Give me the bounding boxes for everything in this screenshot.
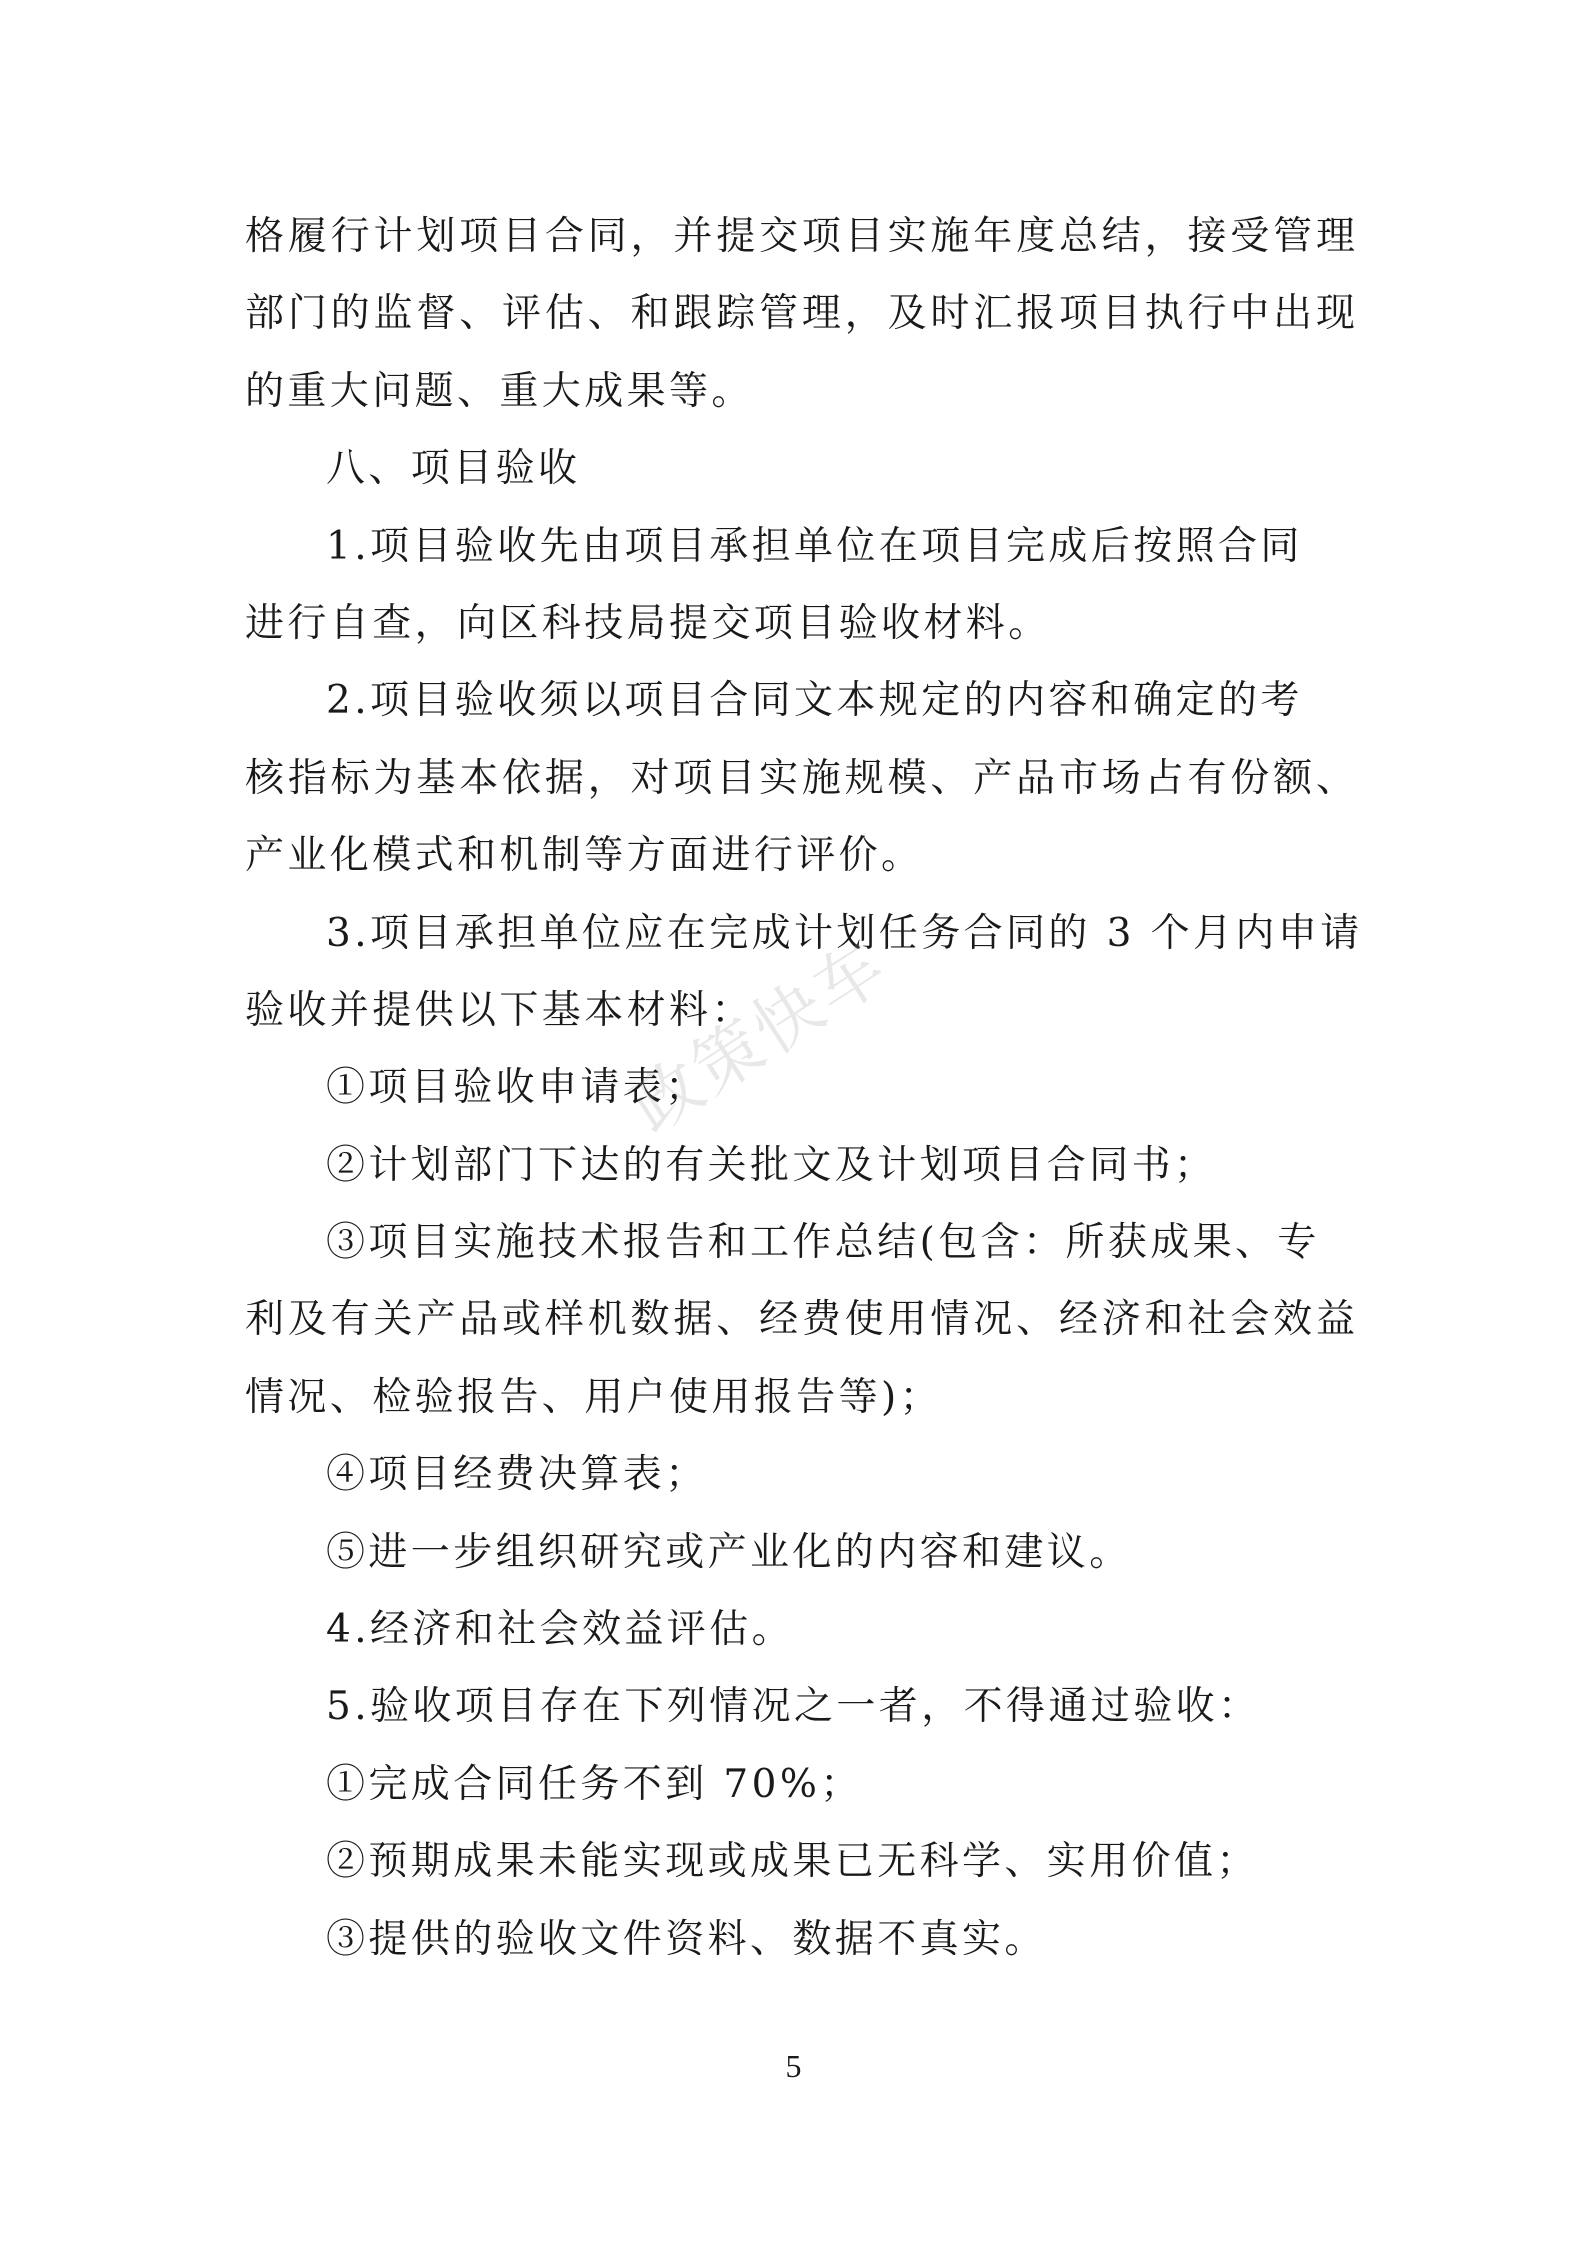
list-item: ①项目验收申请表； (326, 1065, 708, 1111)
paragraph-line: 情况、检验报告、用户使用报告等)； (245, 1374, 943, 1420)
paragraph-line: 3.项目承担单位应在完成计划任务合同的 3 个月内申请 (326, 910, 1363, 956)
paragraph-line: 部门的监督、评估、和跟踪管理，及时汇报项目执行中出现 (245, 291, 1355, 337)
paragraph-line: 1.项目验收先由项目承担单位在项目完成后按照合同 (326, 523, 1303, 569)
list-item: ②预期成果未能实现或成果已无科学、实用价值； (326, 1839, 1259, 1885)
paragraph-line: 格履行计划项目合同，并提交项目实施年度总结，接受管理 (245, 214, 1355, 259)
watermark: 政策快车 (618, 925, 903, 1149)
paragraph-line: 利及有关产品或样机数据、经费使用情况、经济和社会效益 (245, 1297, 1355, 1343)
paragraph-line: 的重大问题、重大成果等。 (245, 368, 754, 414)
paragraph-line: 4.经济和社会效益评估。 (326, 1607, 795, 1653)
paragraph-line: 产业化模式和机制等方面进行评价。 (245, 833, 924, 879)
body-text (245, 198, 1363, 1978)
paragraph-line: 核指标为基本依据，对项目实施规模、产品市场占有份额、 (245, 755, 1355, 801)
list-item: ③提供的验收文件资料、数据不真实。 (326, 1916, 1047, 1962)
paragraph-line: 验收并提供以下基本材料： (245, 987, 754, 1033)
list-item: ③项目实施技术报告和工作总结(包含：所获成果、专 (326, 1220, 1320, 1266)
paragraph-line: 2.项目验收须以项目合同文本规定的内容和确定的考 (326, 678, 1303, 724)
paragraph-line: 5.验收项目存在下列情况之一者，不得通过验收： (326, 1684, 1261, 1730)
list-item: ⑤进一步组织研究或产业化的内容和建议。 (326, 1529, 1132, 1575)
list-item: ①完成合同任务不到 70%； (326, 1761, 863, 1807)
page-number: 5 (785, 2048, 802, 2084)
list-item: ②计划部门下达的有关批文及计划项目合同书； (326, 1142, 1217, 1188)
section-heading: 八、项目验收 (326, 446, 581, 492)
paragraph-line: 进行自查，向区科技局提交项目验收材料。 (245, 600, 1051, 646)
list-item: ④项目经费决算表； (326, 1452, 708, 1498)
